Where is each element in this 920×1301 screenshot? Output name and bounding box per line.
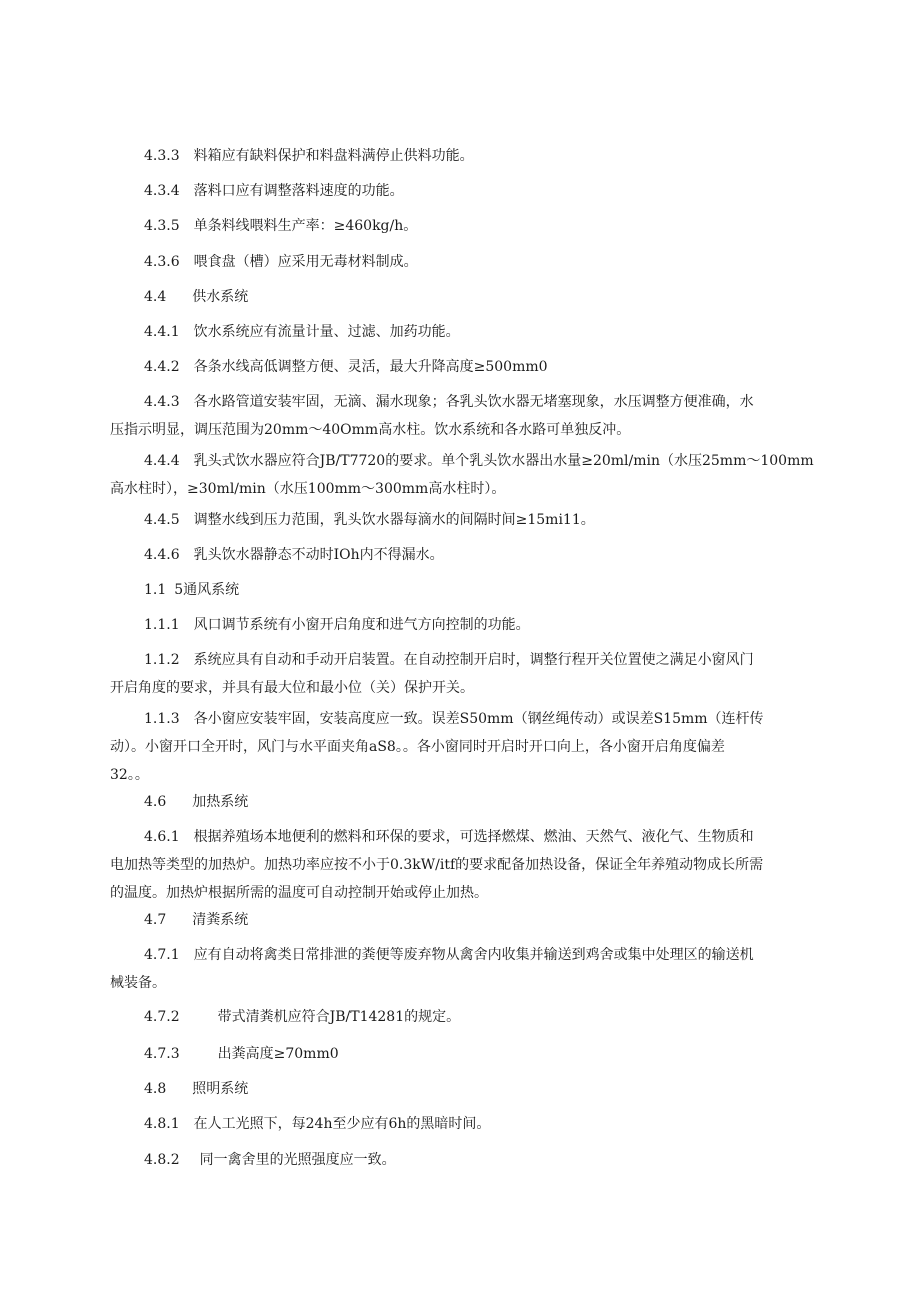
clause-text: 应有自动将禽类日常排泄的粪便等废弃物从禽舍内收集并输送到鸡舍或集中处理区的输送机 [193, 947, 754, 963]
clause-text: 料箱应有缺料保护和料盘料满停止供料功能。 [193, 148, 474, 164]
section-title: 供水系统 [192, 289, 249, 305]
section-title: 5通风系统 [174, 582, 240, 598]
clause-4-4-4 [110, 447, 812, 503]
clause-4-7-3 [110, 1040, 812, 1068]
clause-text: 各小窗应安装牢固，安装高度应一致。误差S50mm（钢丝绳传动）或误差S15mm（连杆传 [193, 711, 764, 727]
clause-4-7-2 [110, 1003, 812, 1031]
clause-text: 单条料线喂料生产率：≥460kg∕h。 [193, 218, 418, 234]
clause-number: 4.3.5 [144, 218, 180, 234]
clause-number: 4.3.4 [144, 183, 180, 199]
clause-number: 1.1.3 [144, 711, 180, 727]
clause-text: 各条水线高低调整方便、灵活，最大升降高度≥500mm0 [193, 359, 548, 375]
clause-1-1-2 [110, 646, 812, 702]
clause-text: 落料口应有调整落料速度的功能。 [193, 183, 404, 199]
clause-4-4-2 [110, 353, 812, 381]
clause-4-4-1 [110, 318, 812, 346]
section-title: 照明系统 [192, 1081, 249, 1097]
clause-number: 4.4.3 [144, 394, 180, 410]
clause-text: 风口调节系统有小窗开启角度和进气方向控制的功能。 [193, 617, 530, 633]
section-4-4-heading [110, 283, 812, 311]
clause-4-4-5 [110, 506, 812, 534]
clause-1-1-1 [110, 611, 812, 639]
clause-text-continued: 高水柱时），≥30ml∕min（水压100mm～300mm高水柱时）。 [110, 481, 506, 497]
clause-text-continued: 32。。 [110, 767, 149, 783]
clause-text-continued: 电加热等类型的加热炉。加热功率应按不小于0.3kW∕itf的要求配备加热设备，保证全年养殖动物成长所需 [110, 857, 764, 873]
clause-number: 4.4.1 [144, 324, 180, 340]
clause-4-3-3 [110, 142, 812, 170]
clause-text: 带式清粪机应符合JB/T14281的规定。 [217, 1009, 461, 1025]
section-title: 加热系统 [192, 794, 249, 810]
clause-number: 4.7.3 [144, 1046, 180, 1062]
clause-text-continued: 压指示明显，调压范围为20mm～40Omm高水柱。饮水系统和各水路可单独反冲。 [110, 422, 631, 438]
clause-4-3-4 [110, 177, 812, 205]
clause-text: 在人工光照下，每24h至少应有6h的黑暗时间。 [193, 1116, 491, 1132]
clause-text-continued: 械装备。 [110, 975, 166, 991]
clause-4-4-6 [110, 541, 812, 569]
clause-text: 饮水系统应有流量计量、过滤、加药功能。 [193, 324, 460, 340]
section-4-8-heading [110, 1075, 812, 1103]
clause-number: 4.4.2 [144, 359, 180, 375]
clause-number: 4.7.1 [144, 947, 180, 963]
clause-text: 各水路管道安装牢固，无滴、漏水现象；各乳头饮水器无堵塞现象，水压调整方便准确，水 [193, 394, 754, 410]
clause-4-8-2 [110, 1146, 812, 1174]
section-number: 4.8 [144, 1081, 167, 1097]
section-title: 清粪系统 [192, 912, 249, 928]
clause-number: 4.6.1 [144, 829, 180, 845]
clause-number: 1.1.1 [144, 617, 180, 633]
clause-text: 同一禽舍里的光照强度应一致。 [199, 1152, 396, 1168]
clause-4-3-6 [110, 248, 812, 276]
section-4-6-heading [110, 788, 812, 816]
clause-4-4-3 [110, 388, 812, 444]
clause-text-continued: 动）。小窗开口全开时，风门与水平面夹角aS8。。各小窗同时开启时开口向上，各小窗开启角度偏差 [110, 739, 725, 755]
clause-number: 4.4.5 [144, 512, 180, 528]
clause-number: 4.4.6 [144, 547, 180, 563]
clause-number: 4.3.3 [144, 148, 180, 164]
section-4-7-heading [110, 906, 812, 934]
clause-text-continued: 开启角度的要求，并具有最大位和最小位（关）保护开关。 [110, 680, 474, 696]
clause-4-8-1 [110, 1110, 812, 1138]
clause-number: 1.1.2 [144, 652, 180, 668]
clause-text: 调整水线到压力范围，乳头饮水器每滴水的间隔时间≥15mi11。 [193, 512, 595, 528]
clause-4-6-1 [110, 823, 812, 907]
clause-text: 乳头饮水器静态不动时IOh内不得漏水。 [193, 547, 444, 563]
clause-text: 出粪高度≥70mm0 [217, 1046, 339, 1062]
clause-text: 根据养殖场本地便利的燃料和环保的要求，可选择燃煤、燃油、天然气、液化气、生物质和 [193, 829, 754, 845]
section-number: 4.7 [144, 912, 167, 928]
clause-number: 4.8.1 [144, 1116, 180, 1132]
clause-number: 4.7.2 [144, 1009, 180, 1025]
clause-4-7-1 [110, 941, 812, 997]
section-number: 4.6 [144, 794, 167, 810]
clause-1-1-3 [110, 705, 812, 789]
section-number: 4.4 [144, 289, 167, 305]
section-1-1-heading [110, 576, 812, 604]
clause-text: 乳头式饮水器应符合JB/T7720的要求。单个乳头饮水器出水量≥20ml∕min（水压25mm～100mm [193, 453, 814, 469]
clause-number: 4.3.6 [144, 254, 180, 270]
section-number: 1.1 [144, 582, 167, 598]
clause-text: 喂食盘（槽）应采用无毒材料制成。 [193, 254, 418, 270]
clause-number: 4.4.4 [144, 453, 180, 469]
clause-text: 系统应具有自动和手动开启装置。在自动控制开启时，调整行程开关位置使之满足小窗风门 [193, 652, 754, 668]
clause-number: 4.8.2 [144, 1152, 180, 1168]
clause-text-continued: 的温度。加热炉根据所需的温度可自动控制开始或停止加热。 [110, 885, 488, 901]
clause-4-3-5 [110, 212, 812, 240]
